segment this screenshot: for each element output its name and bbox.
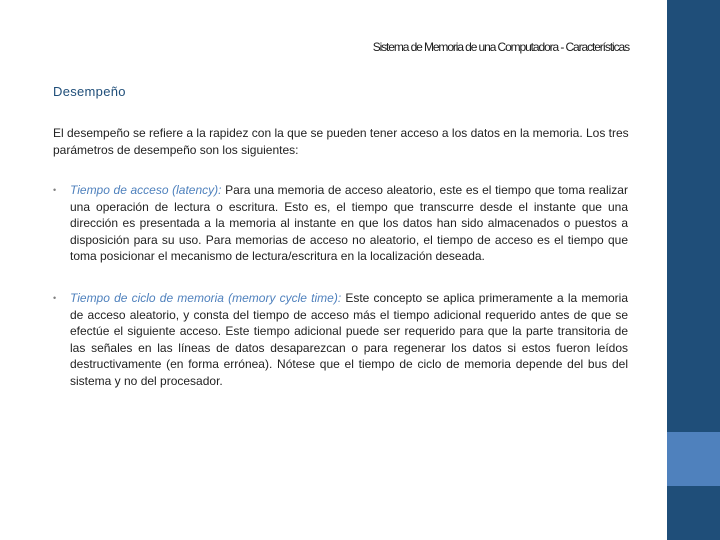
bullet-text xyxy=(70,290,628,389)
sidebar-band-bottom xyxy=(667,486,720,540)
section-heading: Desempeño xyxy=(53,84,126,99)
bullet-dot-icon: • xyxy=(53,293,57,303)
slide-title: Sistema de Memoria de una Computadora - Características xyxy=(372,40,629,54)
intro-paragraph: El desempeño se refiere a la rapidez con la que se pueden tener acceso a los datos en la memoria. Los tres parámetros de desempeño son los siguientes: xyxy=(53,126,629,157)
sidebar-band-accent xyxy=(667,432,720,486)
bullet-text xyxy=(70,182,628,265)
bullet-item-latency xyxy=(53,182,628,265)
bullet-item-cycle-time xyxy=(53,290,628,389)
bullet-term: Tiempo de acceso (latency): xyxy=(70,183,222,197)
bullet-term: Tiempo de ciclo de memoria (memory cycle time): xyxy=(70,291,342,305)
bullet-description: Para una memoria de acceso aleatorio, este es el tiempo que toma realizar una operación de lectura o escritura. Esto es, el tiempo que transcurre desde el instante que una dirección es presentada a la memoria al instante en que los datos han sido almacenados o puestos a disposición para su uso. Para memorias de acceso no aleatorio, el tiempo de acceso es el tiempo que toma posicionar el mecanismo de lectura/escritura en la localización deseada. xyxy=(70,183,628,263)
sidebar-band-top xyxy=(667,0,720,432)
bullet-dot-icon: • xyxy=(53,185,57,195)
bullet-description: Este concepto se aplica primeramente a la memoria de acceso aleatorio, y consta del tiempo de acceso más el tiempo adicional requerido antes de que se efectúe el siguiente acceso. Este tiempo adicional puede ser requerido para que la parte transitoria de las señales en las líneas de datos desaparezcan o para regenerar los datos si estos fueron leídos destructivamente (en forma errónea). Nótese que el tiempo de ciclo de memoria depende del bus del sistema y no del procesador. xyxy=(70,291,629,388)
